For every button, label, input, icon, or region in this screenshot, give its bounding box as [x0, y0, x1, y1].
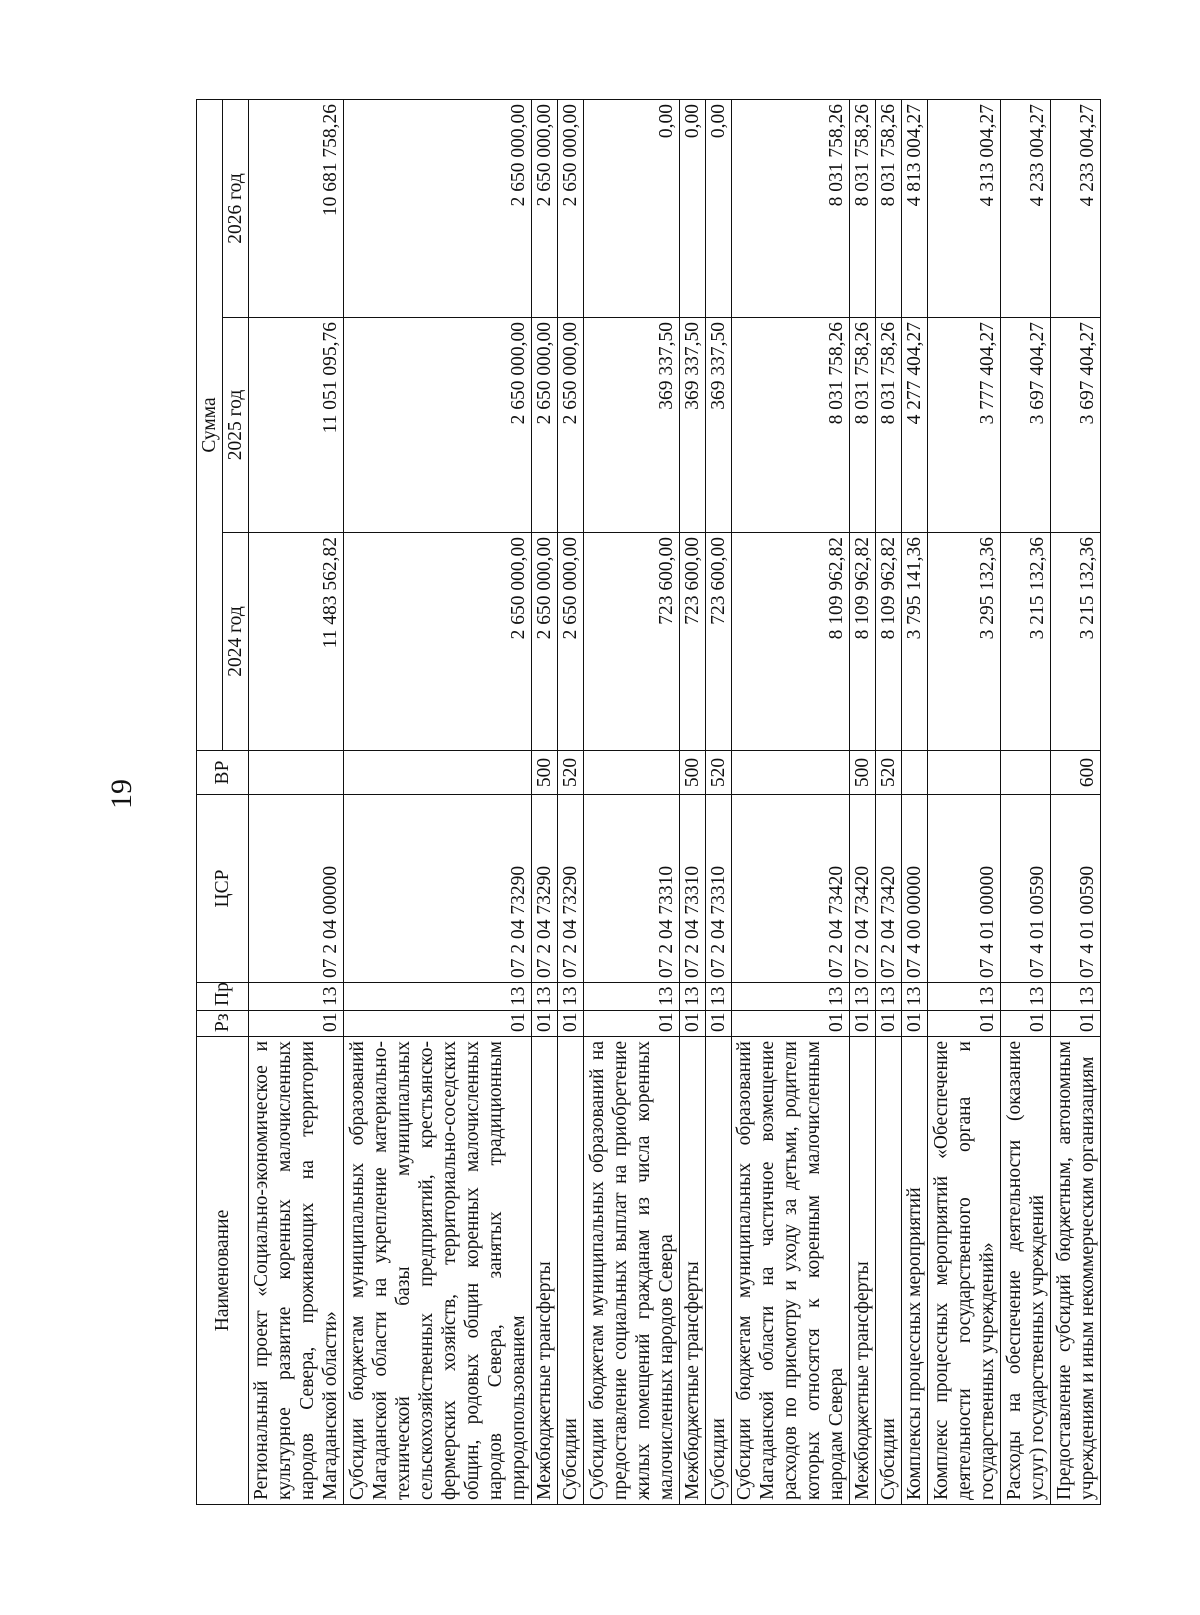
row-rz: 01 — [876, 1011, 902, 1037]
table-row — [344, 100, 531, 1505]
table-row — [928, 100, 1000, 1505]
row-csr: 07 4 01 00590 — [1000, 795, 1050, 983]
row-pr: 13 — [732, 983, 850, 1011]
table-row — [679, 100, 705, 1505]
row-2026: 2 650 000,00 — [531, 100, 557, 318]
row-rz: 01 — [531, 1011, 557, 1037]
row-name: Расходы на обеспечение деятельности (оказание услуг) государственных учреждений — [1000, 1037, 1050, 1505]
row-rz: 01 — [1000, 1011, 1050, 1037]
row-2024: 723 600,00 — [583, 533, 679, 751]
row-2026: 4 813 004,27 — [902, 100, 928, 318]
row-name: Комплексы процессных мероприятий — [902, 1037, 928, 1505]
row-csr: 07 2 04 73310 — [679, 795, 705, 983]
row-name: Межбюджетные трансферты — [679, 1037, 705, 1505]
table-row — [1050, 100, 1100, 1505]
row-csr: 07 4 00 00000 — [902, 795, 928, 983]
row-pr: 13 — [679, 983, 705, 1011]
row-2026: 0,00 — [706, 100, 732, 318]
row-2026: 4 313 004,27 — [928, 100, 1000, 318]
row-2025: 8 031 758,26 — [732, 318, 850, 533]
row-pr: 13 — [531, 983, 557, 1011]
row-2025: 3 697 404,27 — [1050, 318, 1100, 533]
header-year-2024: 2024 год — [223, 533, 249, 751]
row-name: Комплекс процессных мероприятий «Обеспечение деятельности государственного органа и государственных учреждений» — [928, 1037, 1000, 1505]
row-rz: 01 — [344, 1011, 531, 1037]
row-pr: 13 — [706, 983, 732, 1011]
row-name: Межбюджетные трансферты — [850, 1037, 876, 1505]
row-vr — [583, 751, 679, 795]
row-name: Субсидии — [557, 1037, 583, 1505]
row-2024: 8 109 962,82 — [732, 533, 850, 751]
table-row — [902, 100, 928, 1505]
row-name: Субсидии бюджетам муниципальных образований Магаданской области на укрепление материально-технической базы муниципальных сельскохозяйственных предприятий, крестьянско-фермерских хозяйств, территориально-соседских общин, родовых общин коренных малочисленных народов Севера, занятых традиционным природопользованием — [344, 1037, 531, 1505]
row-name: Субсидии — [876, 1037, 902, 1505]
row-csr: 07 2 04 73310 — [583, 795, 679, 983]
row-vr: 500 — [531, 751, 557, 795]
row-csr: 07 2 04 73290 — [531, 795, 557, 983]
budget-document — [196, 100, 1101, 1505]
row-vr: 600 — [1050, 751, 1100, 795]
row-vr: 500 — [850, 751, 876, 795]
row-pr: 13 — [1000, 983, 1050, 1011]
page-number: 19 — [105, 779, 138, 809]
row-vr: 520 — [706, 751, 732, 795]
table-row — [249, 100, 344, 1505]
header-year-2026: 2026 год — [223, 100, 249, 318]
row-pr: 13 — [928, 983, 1000, 1011]
row-vr — [732, 751, 850, 795]
row-2025: 8 031 758,26 — [876, 318, 902, 533]
row-vr: 520 — [876, 751, 902, 795]
row-rz: 01 — [583, 1011, 679, 1037]
row-rz: 01 — [557, 1011, 583, 1037]
row-vr — [902, 751, 928, 795]
row-csr: 07 4 01 00590 — [1050, 795, 1100, 983]
row-csr: 07 2 04 73420 — [850, 795, 876, 983]
row-2025: 11 051 095,76 — [249, 318, 344, 533]
row-name: Субсидии бюджетам муниципальных образований на предоставление социальных выплат на приобретение жилых помещений гражданам из числа коренных малочисленных народов Севера — [583, 1037, 679, 1505]
table-row — [583, 100, 679, 1505]
row-2024: 3 295 132,36 — [928, 533, 1000, 751]
table-row — [531, 100, 557, 1505]
row-2024: 2 650 000,00 — [557, 533, 583, 751]
row-csr: 07 2 04 73290 — [557, 795, 583, 983]
row-pr: 13 — [583, 983, 679, 1011]
row-name: Предоставление субсидий бюджетным, автономным учреждениям и иным некоммерческим организациям — [1050, 1037, 1100, 1505]
row-rz: 01 — [928, 1011, 1000, 1037]
row-pr: 13 — [902, 983, 928, 1011]
row-2024: 8 109 962,82 — [876, 533, 902, 751]
row-2026: 2 650 000,00 — [344, 100, 531, 318]
row-2025: 2 650 000,00 — [557, 318, 583, 533]
row-csr: 07 2 04 73420 — [732, 795, 850, 983]
row-name: Субсидии бюджетам муниципальных образований Магаданской области на частичное возмещение расходов по присмотру и уходу за детьми, родители которых относятся к коренным малочисленным народам Севера — [732, 1037, 850, 1505]
row-2025: 369 337,50 — [679, 318, 705, 533]
row-2024: 2 650 000,00 — [344, 533, 531, 751]
row-vr: 520 — [557, 751, 583, 795]
row-name: Субсидии — [706, 1037, 732, 1505]
header-pr: Пр — [197, 983, 249, 1011]
row-2025: 3 697 404,27 — [1000, 318, 1050, 533]
row-pr: 13 — [557, 983, 583, 1011]
row-2025: 8 031 758,26 — [850, 318, 876, 533]
row-2026: 8 031 758,26 — [876, 100, 902, 318]
row-vr: 500 — [679, 751, 705, 795]
table-body — [249, 100, 1101, 1505]
row-2025: 2 650 000,00 — [344, 318, 531, 533]
row-name: Региональный проект «Социально-экономическое и культурное развитие коренных малочисленных народов Севера, проживающих на территории Магаданской области» — [249, 1037, 344, 1505]
header-name: Наименование — [197, 1037, 249, 1505]
table-row — [876, 100, 902, 1505]
row-rz: 01 — [902, 1011, 928, 1037]
table-row — [557, 100, 583, 1505]
row-2026: 8 031 758,26 — [850, 100, 876, 318]
row-csr: 07 4 01 00000 — [928, 795, 1000, 983]
row-rz: 01 — [732, 1011, 850, 1037]
row-rz: 01 — [249, 1011, 344, 1037]
row-2025: 4 277 404,27 — [902, 318, 928, 533]
row-2026: 10 681 758,26 — [249, 100, 344, 318]
row-csr: 07 2 04 73290 — [344, 795, 531, 983]
row-pr: 13 — [344, 983, 531, 1011]
header-rz: Рз — [197, 1011, 249, 1037]
row-rz: 01 — [706, 1011, 732, 1037]
row-pr: 13 — [1050, 983, 1100, 1011]
table-row — [850, 100, 876, 1505]
row-pr: 13 — [850, 983, 876, 1011]
row-2024: 3 795 141,36 — [902, 533, 928, 751]
budget-table — [196, 99, 1101, 1505]
row-vr — [249, 751, 344, 795]
row-vr — [344, 751, 531, 795]
header-year-2025: 2025 год — [223, 318, 249, 533]
row-2025: 3 777 404,27 — [928, 318, 1000, 533]
header-csr: ЦСР — [197, 795, 249, 983]
row-2024: 2 650 000,00 — [531, 533, 557, 751]
row-2026: 0,00 — [583, 100, 679, 318]
row-pr: 13 — [876, 983, 902, 1011]
row-rz: 01 — [850, 1011, 876, 1037]
row-2025: 369 337,50 — [706, 318, 732, 533]
header-sum: Сумма — [197, 100, 223, 751]
table-row — [706, 100, 732, 1505]
row-2024: 723 600,00 — [706, 533, 732, 751]
row-2024: 3 215 132,36 — [1050, 533, 1100, 751]
row-vr — [1000, 751, 1050, 795]
row-2024: 8 109 962,82 — [850, 533, 876, 751]
row-2025: 369 337,50 — [583, 318, 679, 533]
row-2026: 4 233 004,27 — [1000, 100, 1050, 318]
row-rz: 01 — [1050, 1011, 1100, 1037]
row-2026: 0,00 — [679, 100, 705, 318]
row-name: Межбюджетные трансферты — [531, 1037, 557, 1505]
row-2026: 8 031 758,26 — [732, 100, 850, 318]
header-vr: ВР — [197, 751, 249, 795]
row-2024: 3 215 132,36 — [1000, 533, 1050, 751]
row-2026: 4 233 004,27 — [1050, 100, 1100, 318]
table-row — [1000, 100, 1050, 1505]
row-vr — [928, 751, 1000, 795]
table-row — [732, 100, 850, 1505]
row-2025: 2 650 000,00 — [531, 318, 557, 533]
table-header — [197, 100, 249, 1505]
row-2024: 723 600,00 — [679, 533, 705, 751]
row-2026: 2 650 000,00 — [557, 100, 583, 318]
row-pr: 13 — [249, 983, 344, 1011]
row-csr: 07 2 04 73310 — [706, 795, 732, 983]
row-csr: 07 2 04 73420 — [876, 795, 902, 983]
row-csr: 07 2 04 00000 — [249, 795, 344, 983]
row-2024: 11 483 562,82 — [249, 533, 344, 751]
row-rz: 01 — [679, 1011, 705, 1037]
